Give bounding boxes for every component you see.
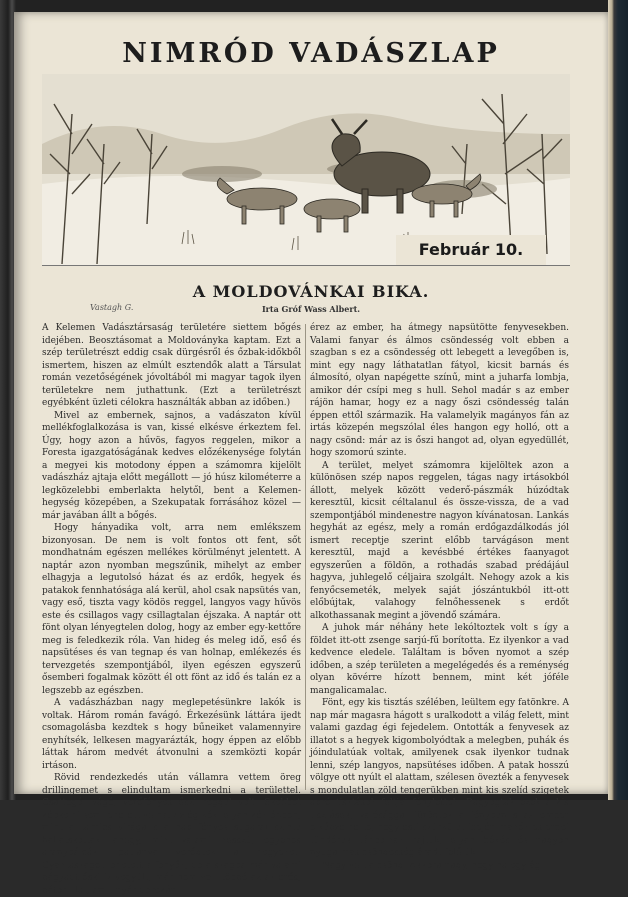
paragraph: A terület, melyet számomra kijelöltek azon a különösen szép napos reggelen, tágas nagy irtásokból állott, melyek között vederő-pászmák húzódtak keresztül, kicsit céltalanul és össze-vissza, de a vad szempontjából mindenestre nagyon kívánatosan. Lankás hegyhát az egész, mely a román erdőgazdálkodás jól ismert receptje szerint előbb tarvágáson ment keresztül, majd a kevésbbé értékes faanyagot egyszerűen a földön, a rothadás szabad prédájául hagyva, juhlegelő céljaira szolgált. Nehogy azok a kis fenyőcsemeték, melyek saját jószántukból itt-ott előbújtak, valahogy felnőhessenek s erdőt alkothassanak megint a jövendő számára.	[310, 460, 569, 621]
paragraph: A juhok már néhány hete lekóltoztek volt s így a földet itt-ott zsenge sarjú-fű borította. Ez ilyenkor a vad kedvence eledele. Találtam is bőven nyomot a szép időben, a szép területen a megelégedés és a reménység olyan kövérre hízott bennem, mint két jóféle mangalicamalac.	[310, 623, 569, 696]
paragraph: Fönt, egy kis tisztás szélében, leültem egy fatönkre. A nap már magasra hágott s uralkodott a világ felett, mint valami gazdag égi fejedelem. Ontották a fenyvesek az illatot s a hegyek kigombolyódtak a melegben, puhák és jóindulatúak voltak, amilyenek csak ilyenkor tudnak lenni, szép langyos, napsütéses időben. A patak hosszú völgye ott nyúlt el alattam, szélesen övezték a fenyvesek s mondulatlan zöld tengerükben mint kis szelíd szigetek apró tisztások foltjai fénylettek. Ragyogtak ezek a kis tisztások, valósággal fürödtek a fényben s az ember elképzelhette, hogy esti szürkület idején manók és erdei tündérek táncolnak rajtuk, olyan békés és nagyon nyugalmas csöndesség áradt felőlük.	[310, 698, 569, 858]
issue-date: Február 10.	[396, 235, 546, 265]
illustrator-signature: Vastagh G.	[90, 303, 134, 312]
article-byline: Irta Gróf Wass Albert.	[261, 304, 361, 314]
paragraph: A Kelemen Vadásztársaság területére siettem bőgés idejében. Beosztásomat a Moldoványka kaptam. Ezt a szép területrészt eddig csak dürgésről és őzbak-időkből ismertem, hiszen az elmúlt esztendők alatt a Társulat román vezetőségének jóvoltából mi magyar tagok ilyen területekre nem juthattunk. (Ezt a területrészt egyébként üzleti célokra használták abban az időben.)	[42, 323, 301, 408]
header-divider	[42, 265, 570, 266]
paragraph: érez az ember, ha átmegy napsütötte fenyvesekben. Valami fanyar és álmos csöndesség volt ebben a szagban s ez a csöndesség ott lebegett a levegőben is, mint egy nagy láthatatlan fátyol, kicsit barnás és álmosító, olyan napégette színű, mint a juharfa lombja, amikor dér csípi meg s hull. Sehol madár s az ember rájön hamar, hogy ez a nagy őszi csöndesség talán éppen ettől származik. Ha valamelyik magányos fán az irtás közepén megszólal éles hangon egy holló, ott a nagy csönd: már az is őszi hangot ad, olyan egyedüllét, hogy szomorú szinte.	[310, 323, 569, 458]
paragraph: Mivel az embernek, sajnos, a vadászaton kívül mellékfoglalkozása is van, kissé elkésve érkeztem fel. Úgy, hogy azon a hűvös, fagyos reggelen, mikor a Foresta igazgatóságának kedves előzékenysége folytán a megyei kis motodony éppen a számomra kijelölt vadászház ajtaja előtt megállott — jó húsz kilométerre a legközelebbi emberlakta helytől, bent a Kelemen-hegység közepében, a Szekupatak forrásához közel — már javában állt a bőgés.	[42, 410, 301, 521]
paragraph: Hogy hányadika volt, arra nem emlékszem bizonyosan. De nem is volt fontos ott fent, sőt mondhatnám egészen mellékes körülményt jelentett. A naptár azon nyomban megszűnik, mihelyt az ember elhagyja a legutolsó házat és az erdők, hegyek és patakok fennhatósága alá kerül, ahol csak napsütés van, vagy eső, tiszta vagy ködös reggel, langyos vagy hűvös este és csillagos vagy csillagtalan éjszaka. A naptár ott fönt olyan lényegtelen dolog, hogy az ember egy-kettőre meg is feledkezik róla. Van hideg és meleg idő, eső és napsütéses és van tegnap és van holnap, emlékezés és tervezgetés szempontjából, ilyen egészen egyszerű ősemberi fogalmak között él ott fönt az idő és talán ez a legszebb az egészben.	[42, 523, 301, 696]
magazine-page	[14, 12, 608, 896]
paragraph: A vadászházban nagy meglepetésünkre lakók is voltak. Három román favágó. Érkezésünk láttára ijedt csomagolásba kezdtek s hogy bűneiket valamennyire enyhítsék, lelkesen magyarázták, hogy éppen az előbb láttak három medvét átvonulni a szemközti kopár irtáson.	[42, 698, 301, 771]
masthead-title: NIMRÓD VADÁSZLAP	[122, 38, 500, 69]
left-column	[42, 322, 301, 896]
paragraph: Rövid rendezkedés után vállamra vettem öreg drillingemet s elindultam ismerkedni a területtel. Csattogó, vágó, verőfényes őszi reggel volt. Szebbet képzelni sem lehetett volna. Az ég kék, olyan kék éppen, mint a tarnics virága s a nap fényes sugarai szinte hallatszottak, ahogy, mint valami hosszú, egyenes aranypálcák, pattanva verődtek a hegyeket. Gyantaszagot lehetett a fenyők, de a szagba már valami bágyadt őszi íz vegyült, már nem volt többé az az erős, bátor illat, amit nyár derekán	[42, 773, 301, 896]
article-title: A MOLDOVÁNKAI BIKA.	[192, 282, 430, 301]
paragraph: Nagy volt a csönd. Akkora nagy, hogy ha egy ág	[322, 860, 541, 871]
column-divider	[305, 324, 306, 790]
right-column	[310, 322, 569, 871]
book-page-edge	[608, 0, 628, 800]
